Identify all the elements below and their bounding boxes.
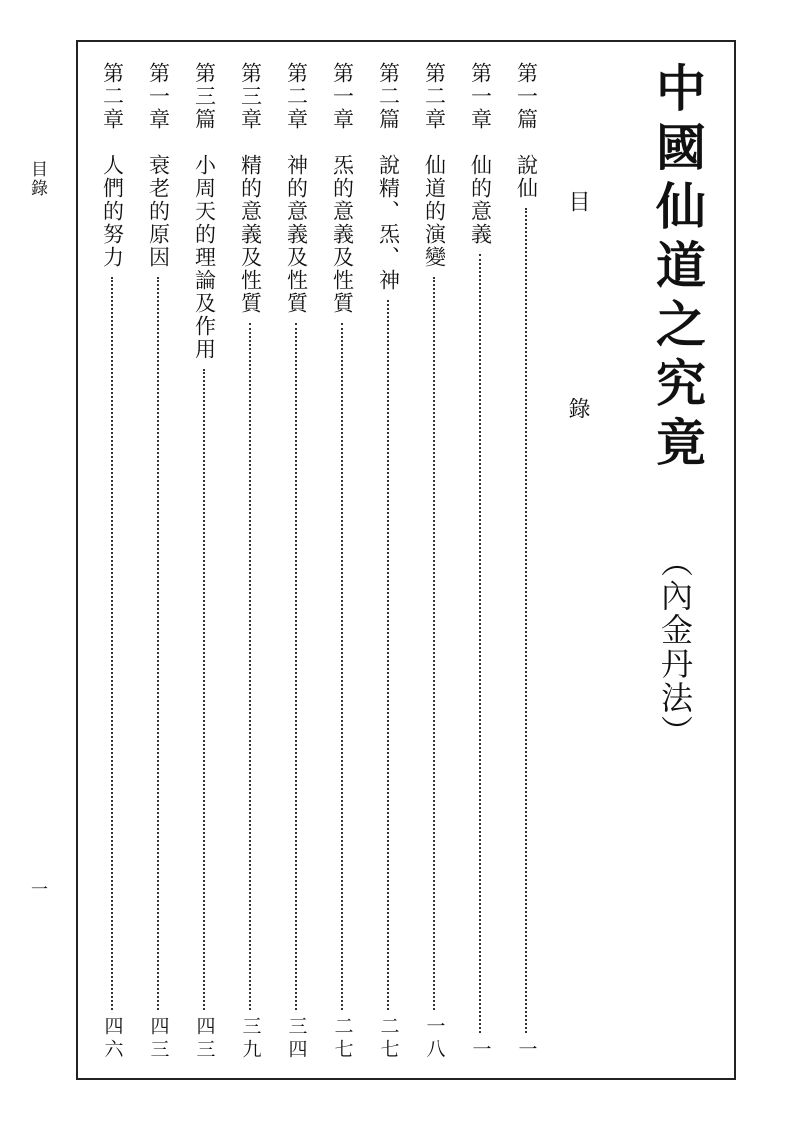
toc-page-number: 二七 bbox=[331, 1016, 354, 1062]
toc-page-number: 四三 bbox=[147, 1016, 170, 1062]
side-margin-top: 目錄 bbox=[27, 160, 47, 198]
toc-leader-dots bbox=[341, 323, 343, 1010]
side-margin-page-number: 一 bbox=[27, 880, 47, 899]
toc-entry-label: 第二篇 說精、炁、神 bbox=[376, 62, 401, 292]
toc-entry bbox=[282, 62, 310, 1062]
toc-entry-label: 第一篇 說仙 bbox=[514, 62, 539, 200]
toc-leader-dots bbox=[387, 300, 389, 1010]
toc-entry-label: 第一章 衰老的原因 bbox=[146, 62, 171, 269]
toc-entry-label: 第二章 人們的努力 bbox=[100, 62, 125, 269]
toc-entry-label: 第三篇 小周天的理論及作用 bbox=[192, 62, 217, 361]
toc-page-number: 三九 bbox=[239, 1016, 262, 1062]
toc-entry-label: 第一章 炁的意義及性質 bbox=[330, 62, 355, 315]
toc-leader-dots bbox=[525, 208, 527, 1033]
toc-page-number: 三四 bbox=[285, 1016, 308, 1062]
toc-entry bbox=[328, 62, 356, 1062]
toc-leader-dots bbox=[295, 323, 297, 1010]
book-title: 中國仙道之究竟 bbox=[648, 62, 707, 475]
toc-page-number: 一八 bbox=[423, 1016, 446, 1062]
book-subtitle: ︵內金丹法︶ bbox=[656, 545, 694, 749]
toc-entry-label: 第二章 神的意義及性質 bbox=[284, 62, 309, 315]
toc-leader-dots bbox=[249, 323, 251, 1010]
toc-entry bbox=[420, 62, 448, 1062]
toc-entry bbox=[236, 62, 264, 1062]
toc-leader-dots bbox=[111, 277, 113, 1010]
toc-entry-label: 第三章 精的意義及性質 bbox=[238, 62, 263, 315]
toc-leader-dots bbox=[157, 277, 159, 1010]
toc-page-number: 一 bbox=[515, 1039, 538, 1062]
toc-entry bbox=[512, 62, 540, 1062]
toc-entry-label: 第二章 仙道的演變 bbox=[422, 62, 447, 269]
toc-entry bbox=[98, 62, 126, 1062]
toc-leader-dots bbox=[479, 254, 481, 1033]
page-frame bbox=[76, 40, 736, 1080]
toc-leader-dots bbox=[433, 277, 435, 1010]
toc-entry bbox=[190, 62, 218, 1062]
contents-heading: 目 錄 bbox=[565, 190, 590, 499]
toc-leader-dots bbox=[203, 369, 205, 1010]
toc-entry-label: 第一章 仙的意義 bbox=[468, 62, 493, 246]
toc-entry bbox=[144, 62, 172, 1062]
toc-page-number: 一 bbox=[469, 1039, 492, 1062]
toc-entry bbox=[466, 62, 494, 1062]
toc-page-number: 四三 bbox=[193, 1016, 216, 1062]
toc-page-number: 四六 bbox=[101, 1016, 124, 1062]
toc-page-number: 二七 bbox=[377, 1016, 400, 1062]
toc-entry bbox=[374, 62, 402, 1062]
